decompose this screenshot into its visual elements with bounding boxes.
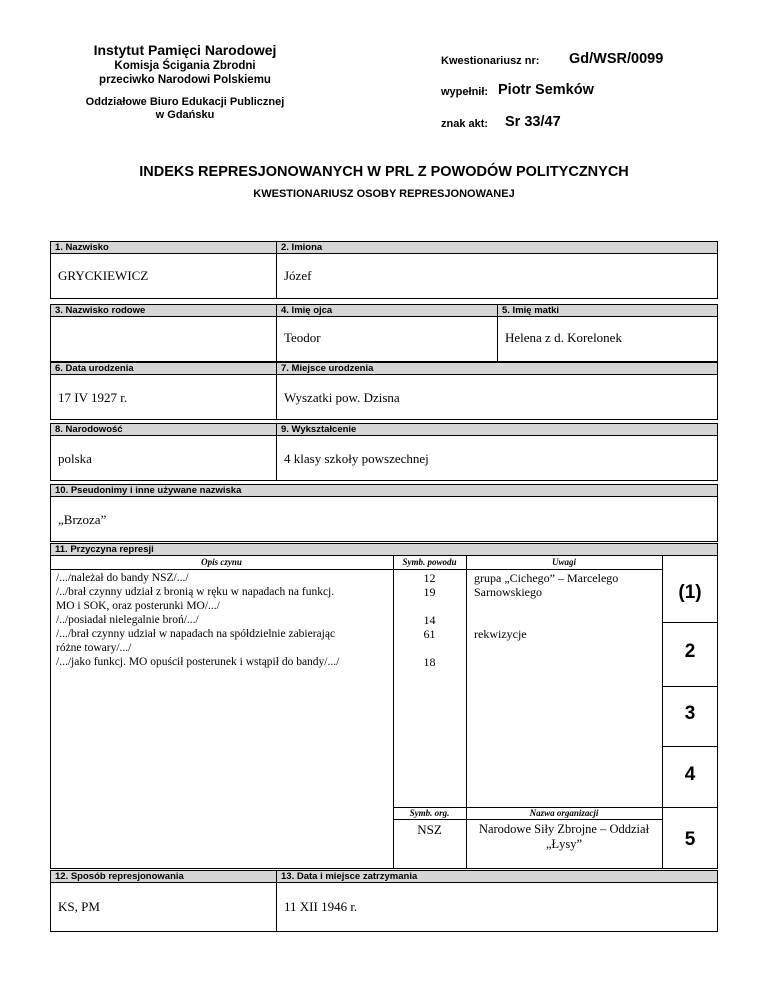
org-name-line: „Łysy” [545,837,583,851]
col-org-code-header: Symb. org. [409,808,450,818]
file-ref: Sr 33/47 [505,114,561,130]
education-value: 4 klasy szkoły powszechnej [284,451,429,466]
filled-by: Piotr Semków [498,82,594,98]
institute-name: Instytut Pamięci Narodowej [93,42,277,58]
notes-list [474,571,618,641]
birth-place-value: Wyszatki pow. Dzisna [284,390,400,405]
mother-value: Helena z d. Korelonek [505,330,622,345]
act-line: /.../należał do bandy NSZ/.../ [56,572,189,584]
side-number-5: 5 [684,829,696,850]
surname-value: GRYCKIEWICZ [58,268,149,283]
surname-label: 1. Nazwisko [50,241,277,254]
mother-label: 5. Imię matki [497,304,718,317]
code-item: 14 [423,613,436,627]
method-value: KS, PM [58,899,100,914]
col-notes-header: Uwagi [551,557,576,567]
father-value: Teodor [284,330,321,345]
col-org-name-header: Nazwa organizacji [529,808,599,818]
education-label: 9. Wykształcenie [276,423,718,436]
birth-place-label: 7. Miejsce urodzenia [276,362,718,375]
pseudonyms-value: „Brzoza” [58,512,107,527]
act-line: MO i SOK, oraz posterunki MO/.../ [56,600,220,612]
nationality-value: polska [58,451,92,466]
act-line: /.../brał czynny udział w napadach na spółdzielnie zabierając [56,628,336,640]
pseudonyms-label: 10. Pseudonimy i inne używane nazwiska [50,484,718,497]
questionnaire-no: Gd/WSR/0099 [569,51,664,67]
nationality-label: 8. Narodowość [50,423,277,436]
org-name-line: Narodowe Siły Zbrojne – Oddział [478,822,650,836]
side-number-3: 3 [684,703,696,724]
filled-by-label: wypełnił: [441,86,489,98]
commission-line-2: przeciwko Narodowi Polskiemu [99,74,271,86]
act-line: różne towary/.../ [56,642,132,654]
method-label: 12. Sposób represjonowania [50,870,277,883]
side-number-1: (1) [678,582,702,603]
side-number-2: 2 [684,641,696,662]
arrest-label: 13. Data i miejsce zatrzymania [276,870,718,883]
act-line: /../brał czynny udział z bronią w ręku w napadach na funkcj. [56,586,335,598]
arrest-value: 11 XII 1946 r. [284,899,358,914]
act-line: /.../jako funkcj. MO opuścił posterunek i wstąpił do bandy/.../ [56,656,340,668]
note-line: Sarnowskiego [474,585,542,599]
repression-label: 11. Przyczyna represji [50,543,718,556]
first-names-label: 2. Imiona [276,241,718,254]
acts-list [56,571,339,669]
note-line: rekwizycje [474,627,527,641]
first-names-value: Józef [284,268,312,283]
father-label: 4. Imię ojca [276,304,498,317]
code-item: 19 [423,585,436,599]
col-code-header: Symb. powodu [402,557,457,567]
col-act-header: Opis czynu [201,557,242,567]
org-name-value [466,822,662,852]
code-item: 61 [423,627,436,641]
office-line-1: Oddziałowe Biuro Edukacji Publicznej [85,96,285,108]
commission-line-1: Komisja Ścigania Zbrodni [114,60,256,72]
birth-surname-label: 3. Nazwisko rodowe [50,304,277,317]
codes-list [393,571,466,669]
birth-date-label: 6. Data urodzenia [50,362,277,375]
note-line: grupa „Cichego” – Marcelego [474,571,619,585]
org-code-value: NSZ [417,822,442,837]
birth-date-value: 17 IV 1927 r. [58,390,128,405]
code-item: 12 [423,571,436,585]
side-number-4: 4 [684,764,696,785]
page-subtitle: KWESTIONARIUSZ OSOBY REPRESJONOWANEJ [253,188,515,200]
file-ref-label: znak akt: [441,118,489,130]
act-line: /../posiadał nielegalnie broń/.../ [56,614,199,626]
page-title: INDEKS REPRESJONOWANYCH W PRL Z POWODÓW POLITYCZNYCH [139,164,629,180]
questionnaire-no-label: Kwestionariusz nr: [441,55,540,67]
code-item: 18 [423,655,436,669]
office-line-2: w Gdańsku [155,109,215,121]
